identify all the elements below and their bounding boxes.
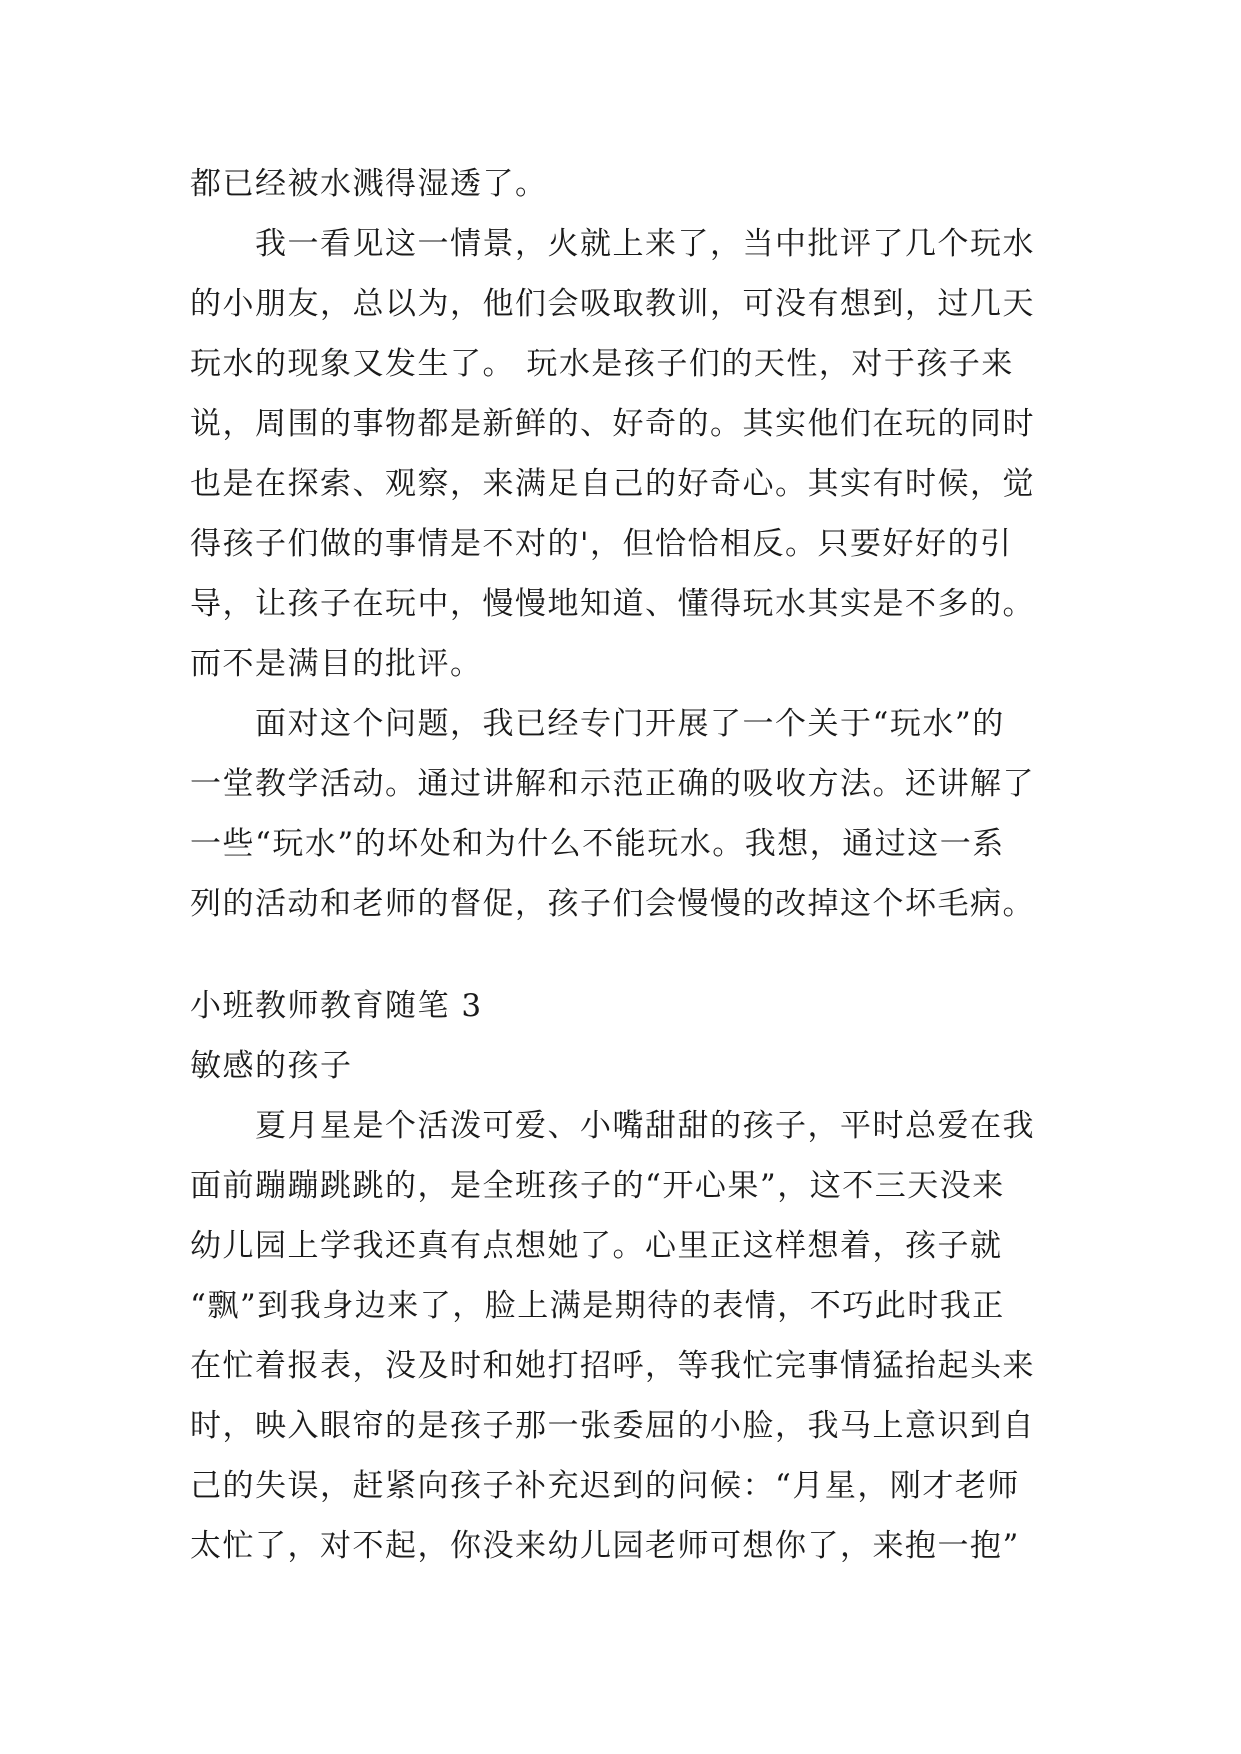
paragraph-line: 说，周围的事物都是新鲜的、好奇的。其实他们在玩的同时 [190, 406, 1035, 442]
paragraph-line: 时，映入眼帘的是孩子那一张委屈的小脸，我马上意识到自 [190, 1408, 1035, 1444]
paragraph-line: 夏月星是个活泼可爱、小嘴甜甜的孩子，平时总爱在我 [255, 1108, 1035, 1144]
paragraph-line: 一堂教学活动。通过讲解和示范正确的吸收方法。还讲解了 [190, 766, 1035, 802]
paragraph-line: 的小朋友，总以为，他们会吸取教训，可没有想到，过几天 [190, 286, 1035, 322]
paragraph-line: 我一看见这一情景，火就上来了，当中批评了几个玩水 [255, 226, 1035, 262]
paragraph-line: 幼儿园上学我还真有点想她了。心里正这样想着，孩子就 [190, 1228, 1003, 1264]
paragraph-line: “飘”到我身边来了，脸上满是期待的表情，不巧此时我正 [190, 1288, 1005, 1324]
section-subtitle: 敏感的孩子 [190, 1048, 353, 1084]
paragraph-line: 也是在探索、观察，来满足自己的好奇心。其实有时候，觉 [190, 466, 1035, 502]
paragraph-line: 玩水的现象又发生了。 玩水是孩子们的天性，对于孩子来 [190, 346, 1014, 382]
paragraph-line: 面对这个问题，我已经专门开展了一个关于“玩水”的 [255, 706, 1005, 742]
paragraph-line: 导，让孩子在玩中，慢慢地知道、懂得玩水其实是不多的。 [190, 586, 1035, 622]
paragraph-line: 太忙了，对不起，你没来幼儿园老师可想你了，来抱一抱” [190, 1528, 1020, 1564]
paragraph-line: 而不是满目的批评。 [190, 646, 483, 682]
paragraph-line: 都已经被水溅得湿透了。 [190, 166, 548, 202]
paragraph-line: 己的失误，赶紧向孩子补充迟到的问候：“月星，刚才老师 [190, 1468, 1020, 1504]
paragraph-line: 列的活动和老师的督促，孩子们会慢慢的改掉这个坏毛病。 [190, 886, 1035, 922]
paragraph-line: 一些“玩水”的坏处和为什么不能玩水。我想，通过这一系 [190, 826, 1005, 862]
paragraph-line: 面前蹦蹦跳跳的，是全班孩子的“开心果”，这不三天没来 [190, 1168, 1005, 1204]
section-title: 小班教师教育随笔 3 [190, 988, 483, 1024]
paragraph-line: 得孩子们做的事情是不对的'，但恰恰相反。只要好好的引 [190, 526, 1013, 562]
paragraph-line: 在忙着报表，没及时和她打招呼，等我忙完事情猛抬起头来 [190, 1348, 1035, 1384]
